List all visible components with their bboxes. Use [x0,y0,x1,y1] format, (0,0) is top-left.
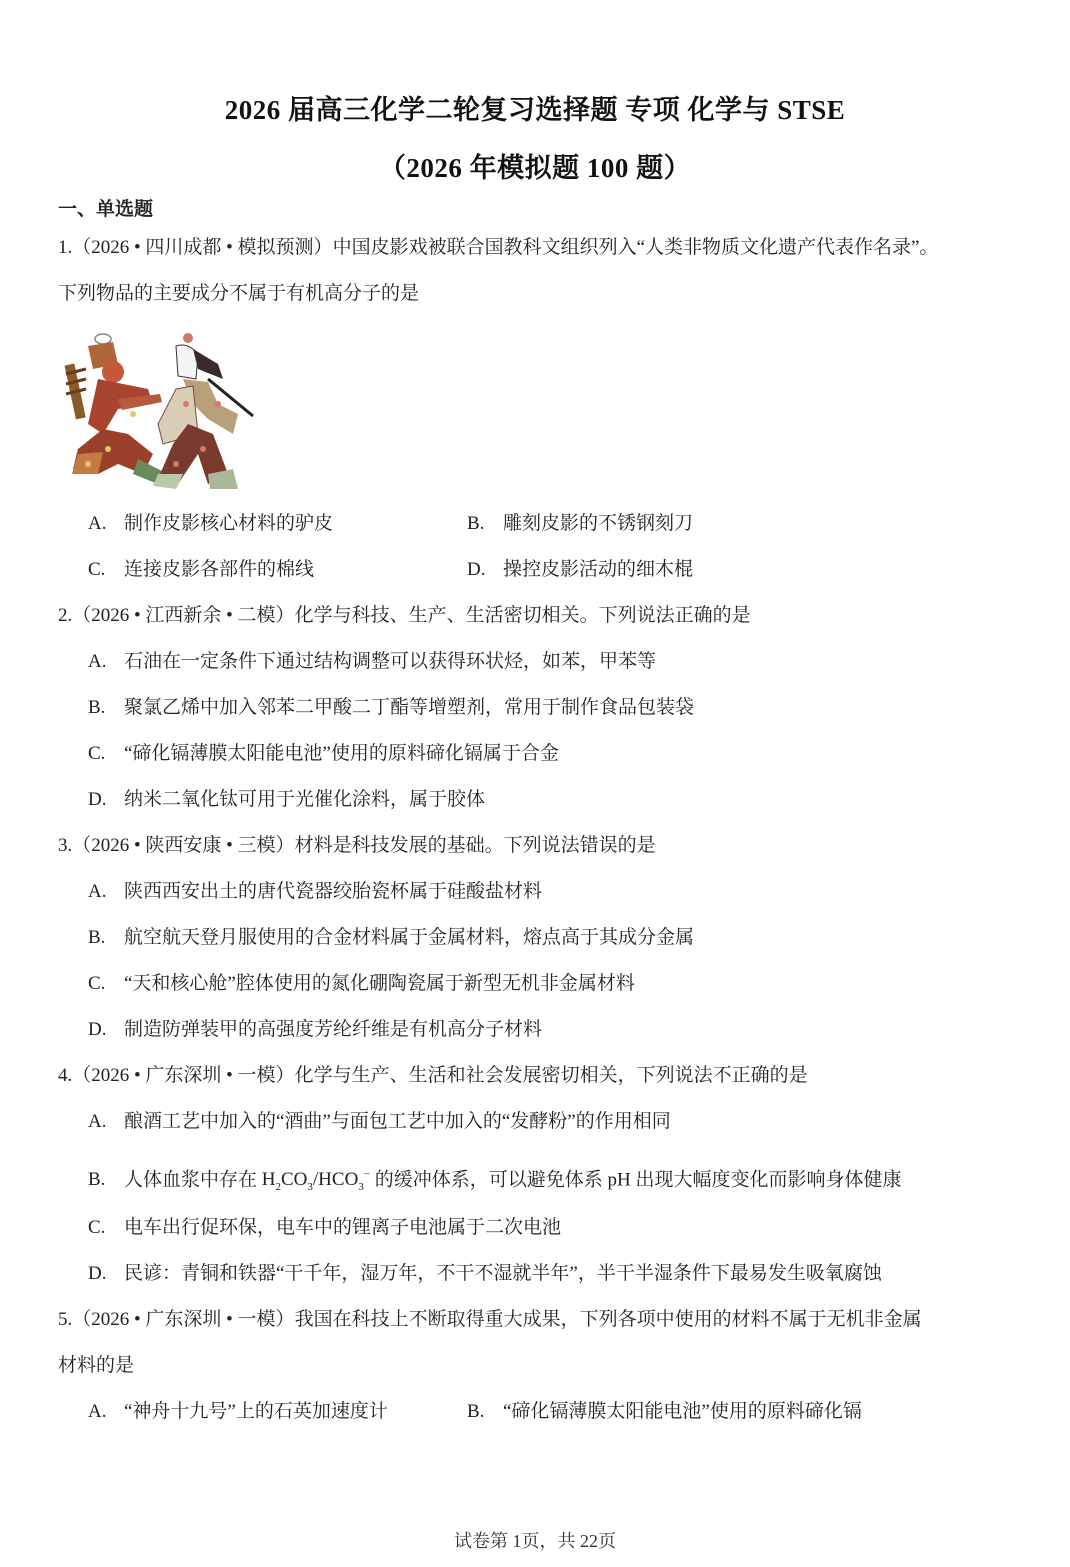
question-number: 5. [58,1309,73,1330]
question-source: （2026 • 广东深圳 • 一模） [72,1065,295,1086]
q3-option-a: A. 陕西西安出土的唐代瓷器绞胎瓷杯属于硅酸盐材料 [88,881,543,902]
q5-option-b: B. “碲化镉薄膜太阳能电池”使用的原料碲化镉 [467,1401,862,1422]
question-number: 3. [58,835,73,856]
q2-option-d: D. 纳米二氧化钛可用于光催化涂料，属于胶体 [88,789,486,810]
question-text: 材料是科技发展的基础。下列说法错误的是 [294,835,656,856]
question-source: （2026 • 四川成都 • 模拟预测） [72,237,333,258]
question-number: 4. [58,1065,73,1086]
q1-option-c: C. 连接皮影各部件的棉线 [88,559,315,580]
q4-option-a: A. 酿酒工艺中加入的“酒曲”与面包工艺中加入的“发酵粉”的作用相同 [88,1111,671,1132]
q5-option-a: A. “神舟十九号”上的石英加速度计 [88,1401,388,1422]
page-footer: 试卷第 1页，共 22页 [454,1531,616,1551]
question-3-stem [58,834,656,858]
question-1-stem [58,236,938,260]
q1-option-b: B. 雕刻皮影的不锈钢刻刀 [467,513,694,534]
question-source: （2026 • 陕西安康 • 三模） [72,835,295,856]
section-heading: 一、单选题 [58,199,154,220]
question-1-stem-cont: 下列物品的主要成分不属于有机高分子的是 [58,283,420,304]
question-5-stem [58,1308,922,1332]
question-text: 我国在科技上不断取得重大成果，下列各项中使用的材料不属于无机非金属 [294,1309,922,1330]
q1-option-a: A. 制作皮影核心材料的驴皮 [88,513,334,534]
q2-option-b: B. 聚氯乙烯中加入邻苯二甲酸二丁酯等增塑剂，常用于制作食品包装袋 [88,697,695,718]
question-text: 中国皮影戏被联合国教科文组织列入“人类非物质文化遗产代表作名录”。 [332,237,939,258]
chemical-formula: $H_2CO_3/HCO_3^-$ [261,1169,371,1194]
question-2-stem [58,604,751,628]
question-source: （2026 • 江西新余 • 二模） [72,605,295,626]
q1-option-d: D. 操控皮影活动的细木棍 [467,559,694,580]
q4-option-d: D. 民谚：青铜和铁器“干千年，湿万年，不干不湿就半年”，半干半湿条件下最易发生吸氧腐蚀 [88,1263,882,1284]
q4-option-b: B. 人体血浆中存在 $H_2CO_3/HCO_3^-$ 的缓冲体系，可以避免体系 pH 出现大幅度变化而影响身体健康 [88,1169,902,1194]
q3-option-b: B. 航空航天登月服使用的合金材料属于金属材料，熔点高于其成分金属 [88,927,695,948]
shadow-puppet-illustration-icon [58,324,258,496]
q3-option-d: D. 制造防弹装甲的高强度芳纶纤维是有机高分子材料 [88,1019,543,1040]
document-subtitle: （2026 年模拟题 100 题） [378,153,692,183]
q2-option-a: A. 石油在一定条件下通过结构调整可以获得环状烃，如苯，甲苯等 [88,651,657,672]
question-text: 化学与科技、生产、生活密切相关。下列说法正确的是 [294,605,751,626]
question-source: （2026 • 广东深圳 • 一模） [72,1309,295,1330]
q3-option-c: C. “天和核心舱”腔体使用的氮化硼陶瓷属于新型无机非金属材料 [88,973,635,994]
question-5-stem-cont: 材料的是 [58,1355,135,1376]
question-number: 2. [58,605,73,626]
q4-option-c: C. 电车出行促环保，电车中的锂离子电池属于二次电池 [88,1217,562,1238]
question-text: 化学与生产、生活和社会发展密切相关，下列说法不正确的是 [294,1065,808,1086]
document-title: 2026 届高三化学二轮复习选择题 专项 化学与 STSE [224,95,846,125]
shadow-puppet-image [58,324,258,496]
question-4-stem [58,1064,808,1088]
question-number: 1. [58,237,73,258]
q2-option-c: C. “碲化镉薄膜太阳能电池”使用的原料碲化镉属于合金 [88,743,559,764]
